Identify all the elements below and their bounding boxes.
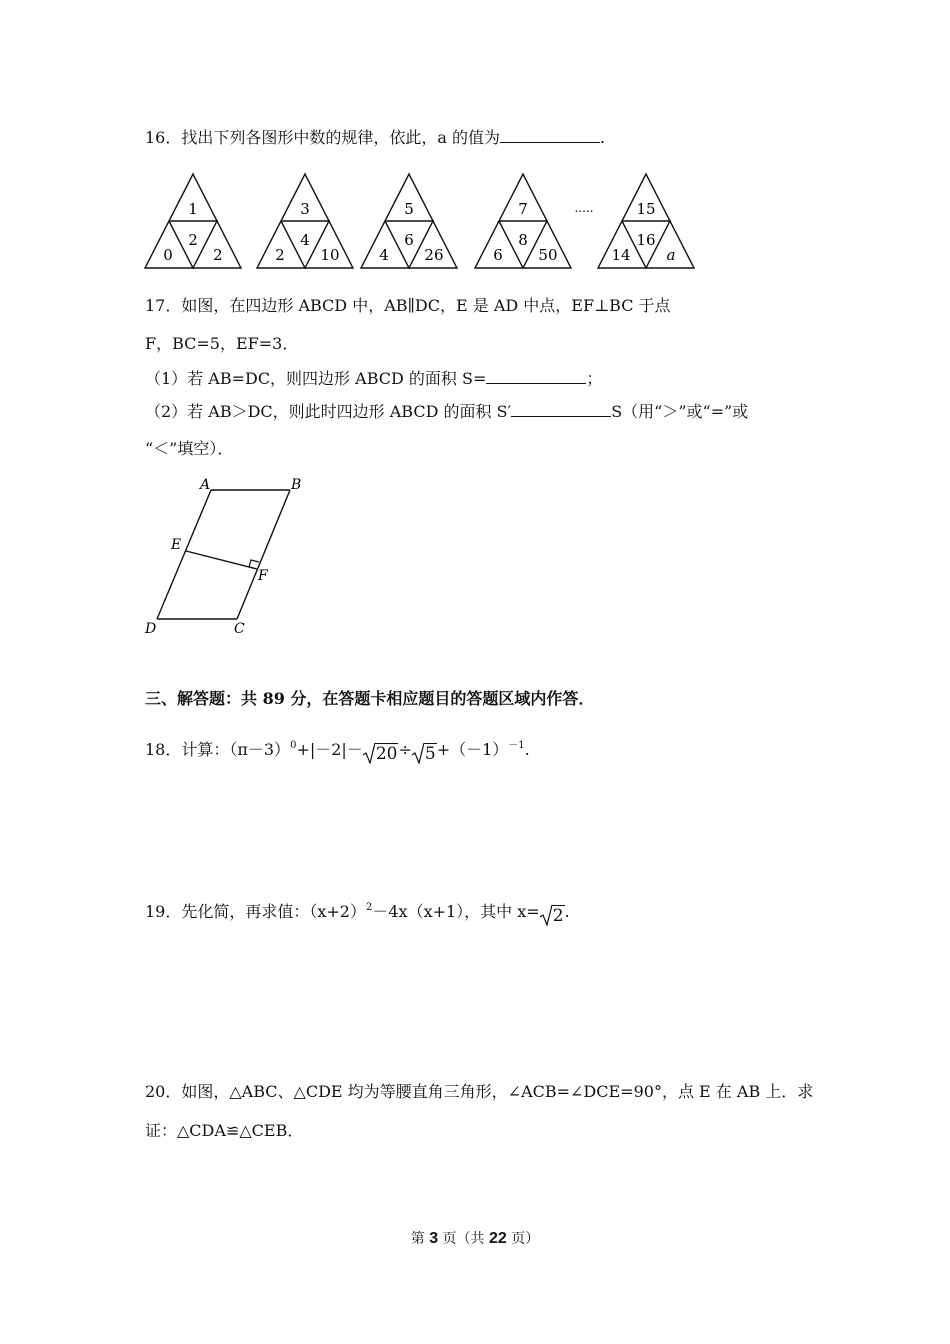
q16-figures <box>140 168 710 278</box>
q17-part2-text: （2）若 AB＞DC，则此时四边形 ABCD 的面积 S′ <box>145 402 512 421</box>
footer-pre: 第 <box>410 1231 430 1247</box>
side-ad <box>157 490 211 619</box>
ellipsis: ..... <box>574 201 594 215</box>
left-number: 2 <box>275 246 285 264</box>
footer-page-number: 3 <box>429 1230 439 1247</box>
left-number: 14 <box>611 246 631 264</box>
footer-mid: 页（共 <box>438 1231 489 1247</box>
q19-mid: －4x（x+1），其中 x= <box>372 902 540 921</box>
q17-part1-end: ； <box>586 369 603 388</box>
label-b: B <box>291 477 302 493</box>
label-f: F <box>258 568 268 584</box>
q17-part2-end: S（用“＞”或“=”或 <box>611 402 749 421</box>
q18-line <box>145 736 530 764</box>
q16-statement: 16．找出下列各图形中数的规律，依此，a 的值为 <box>145 128 500 147</box>
footer-total-pages: 22 <box>489 1230 507 1247</box>
label-c: C <box>234 621 245 637</box>
left-number: 4 <box>379 246 389 264</box>
q17-part2-blank[interactable] <box>511 401 611 417</box>
radicand-20: 20 <box>375 744 398 764</box>
top-number: 15 <box>636 200 656 218</box>
sqrt-5 <box>412 744 437 764</box>
label-e: E <box>171 537 182 553</box>
q18-divide: ÷ <box>398 740 412 759</box>
q19-prefix: 19．先化简，再求值：（x+2） <box>145 902 366 921</box>
q17-line1: 17．如图，在四边形 ABCD 中，AB∥DC，E 是 AD 中点，EF⊥BC 于点 <box>145 296 671 315</box>
right-number: 10 <box>320 246 340 264</box>
right-number: a <box>666 246 676 264</box>
sqrt-20 <box>363 744 399 764</box>
middle-number: 4 <box>300 231 310 249</box>
q18-mid1: +|－2|－ <box>296 740 363 759</box>
radical-sign-icon <box>540 904 552 926</box>
q18-exponent-0: 0 <box>290 740 297 751</box>
q16-period: . <box>600 128 606 147</box>
top-number: 1 <box>188 200 198 218</box>
q17-part2 <box>145 401 748 422</box>
q16-answer-blank[interactable] <box>500 127 600 143</box>
middle-number: 6 <box>404 231 414 249</box>
top-number: 3 <box>300 200 310 218</box>
q18-mid2: +（－1） <box>436 740 509 759</box>
q19-line <box>145 898 570 926</box>
q18-end: . <box>524 740 530 759</box>
q16-text <box>145 127 605 148</box>
middle-number: 16 <box>636 231 656 249</box>
q17-figure-svg <box>140 472 310 642</box>
radicand-2: 2 <box>552 906 564 926</box>
right-number: 50 <box>538 246 558 264</box>
label-a: A <box>200 477 211 493</box>
q20-line1: 20．如图，△ABC、△CDE 均为等腰直角三角形，∠ACB=∠DCE=90°，点 E 在 AB 上．求 <box>145 1082 814 1101</box>
middle-number: 2 <box>188 231 198 249</box>
radical-sign-icon <box>412 742 424 764</box>
segment-ef <box>186 551 257 569</box>
q17-figure <box>140 472 310 642</box>
q17-line5: “＜”填空）． <box>145 439 234 458</box>
footer-post: 页） <box>506 1231 540 1247</box>
q17-part1-text: （1）若 AB=DC，则四边形 ABCD 的面积 S= <box>145 369 487 388</box>
q17-part1-blank[interactable] <box>486 368 586 384</box>
sqrt-2 <box>540 906 565 926</box>
left-number: 0 <box>163 246 173 264</box>
top-number: 5 <box>404 200 414 218</box>
right-angle-mark <box>249 560 259 567</box>
section-3-heading: 三、解答题：共 89 分，在答题卡相应题目的答题区域内作答． <box>145 689 595 708</box>
q16-figures-svg <box>140 168 710 278</box>
q19-exponent: 2 <box>365 902 373 913</box>
q17-part1 <box>145 368 602 389</box>
q18-exponent-neg1: －1 <box>508 740 525 751</box>
q18-prefix: 18．计算：（π－3） <box>145 740 291 759</box>
q17-line2: F，BC=5，EF=3． <box>145 334 299 353</box>
radical-sign-icon <box>363 742 375 764</box>
right-number: 26 <box>424 246 444 264</box>
top-number: 7 <box>518 200 528 218</box>
label-d: D <box>145 621 157 637</box>
q19-end: . <box>564 902 570 921</box>
left-number: 6 <box>493 246 503 264</box>
q20-line2: 证：△CDA≌△CEB． <box>145 1121 304 1140</box>
right-number: 2 <box>213 246 223 264</box>
page-footer <box>0 1228 950 1248</box>
radicand-5: 5 <box>424 744 436 764</box>
side-bc <box>237 490 290 619</box>
middle-number: 8 <box>518 231 528 249</box>
